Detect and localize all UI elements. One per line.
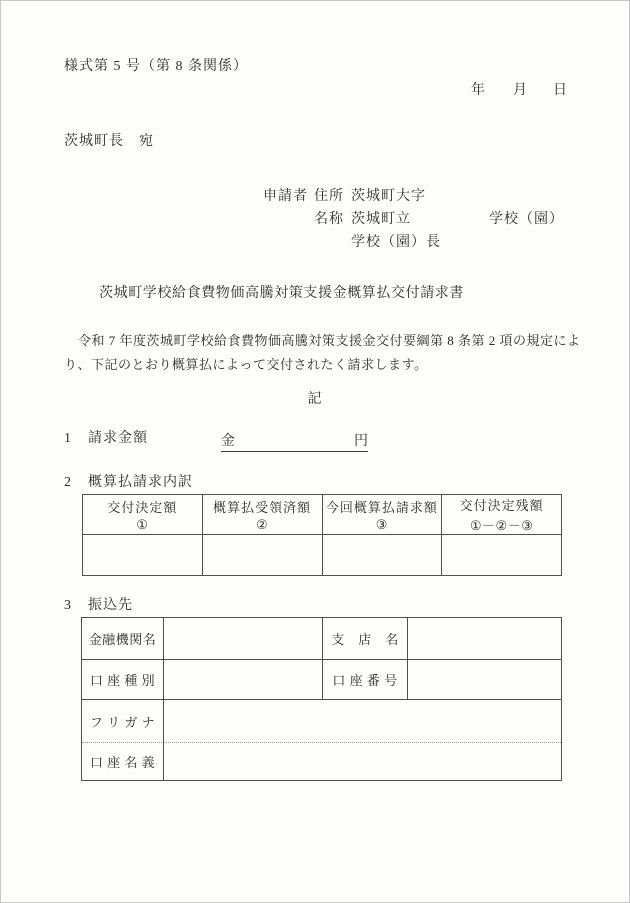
circled-2: ② <box>256 516 269 532</box>
account-number-label: 口 座 番 号 <box>323 660 408 700</box>
header-received-amount: 概算払受領済額 ② <box>202 495 322 535</box>
applicant-name-label: 名称 <box>314 212 344 227</box>
amount-prefix: 金 <box>221 434 235 449</box>
account-number-value <box>408 660 561 700</box>
date-month-label: 月 <box>513 83 528 98</box>
payment-breakdown-table <box>82 494 562 576</box>
branch-name-value <box>408 618 561 660</box>
section1-number: 1 <box>64 431 72 446</box>
date-year-label: 年 <box>471 83 486 98</box>
header-remaining-amount: 交付決定残額 ①－②－③ <box>442 495 562 535</box>
account-type-value <box>164 660 323 700</box>
circled-1: ① <box>136 516 149 532</box>
section3-label: 振込先 <box>88 598 133 613</box>
form-number: 様式第 5 号（第 8 条関係） <box>64 59 248 74</box>
account-holder-label: 口 座 名 義 <box>82 743 164 780</box>
section1-label: 請求金額 <box>88 431 148 446</box>
section3-number: 3 <box>64 598 72 613</box>
furigana-value <box>164 700 561 743</box>
bank-name-value <box>164 618 323 660</box>
applicant-principal: 学校（園）長 <box>351 235 441 250</box>
applicant-address-value: 茨城町大字 <box>351 189 426 204</box>
body-line-1: 令和 7 年度茨城町学校給食費物価高騰対策支援金交付要綱第 8 条第 2 項の規定によ <box>78 333 581 348</box>
section2-label: 概算払請求内訳 <box>88 475 193 490</box>
header-granted-amount: 交付決定額 ① <box>83 495 203 535</box>
body-line-2: り、下記のとおり概算払によって交付されたく請求します。 <box>64 357 428 372</box>
furigana-label: フ リ ガ ナ <box>82 700 164 743</box>
document-title: 茨城町学校給食費物価高騰対策支援金概算払交付請求書 <box>99 286 464 301</box>
table-header-row <box>83 495 562 535</box>
bank-name-label: 金融機関名 <box>82 618 164 660</box>
cell-current-request <box>322 535 442 576</box>
applicant-name-value: 茨城町立 <box>351 212 411 227</box>
account-holder-value <box>164 743 561 780</box>
cell-received-amount <box>202 535 322 576</box>
date-day-label: 日 <box>553 83 568 98</box>
cell-remaining-amount <box>442 535 562 576</box>
header-current-request: 今回概算払請求額 ③ <box>322 495 442 535</box>
account-type-label: 口 座 種 別 <box>82 660 164 700</box>
table-value-row <box>83 535 562 576</box>
applicant-label: 申請者 <box>263 189 308 204</box>
section2-number: 2 <box>64 475 72 490</box>
cell-granted-amount <box>83 535 203 576</box>
addressee: 茨城町長 宛 <box>64 134 154 149</box>
applicant-name-suffix: 学校（園） <box>489 212 564 227</box>
amount-suffix: 円 <box>354 434 368 449</box>
branch-name-label: 支 店 名 <box>323 618 408 660</box>
bank-transfer-table <box>81 617 562 781</box>
circled-3: ③ <box>375 516 388 532</box>
applicant-address-label: 住所 <box>314 189 344 204</box>
amount-blank-line <box>221 430 368 452</box>
ki-marker: 記 <box>307 392 323 407</box>
formula: ①－②－③ <box>469 518 534 533</box>
